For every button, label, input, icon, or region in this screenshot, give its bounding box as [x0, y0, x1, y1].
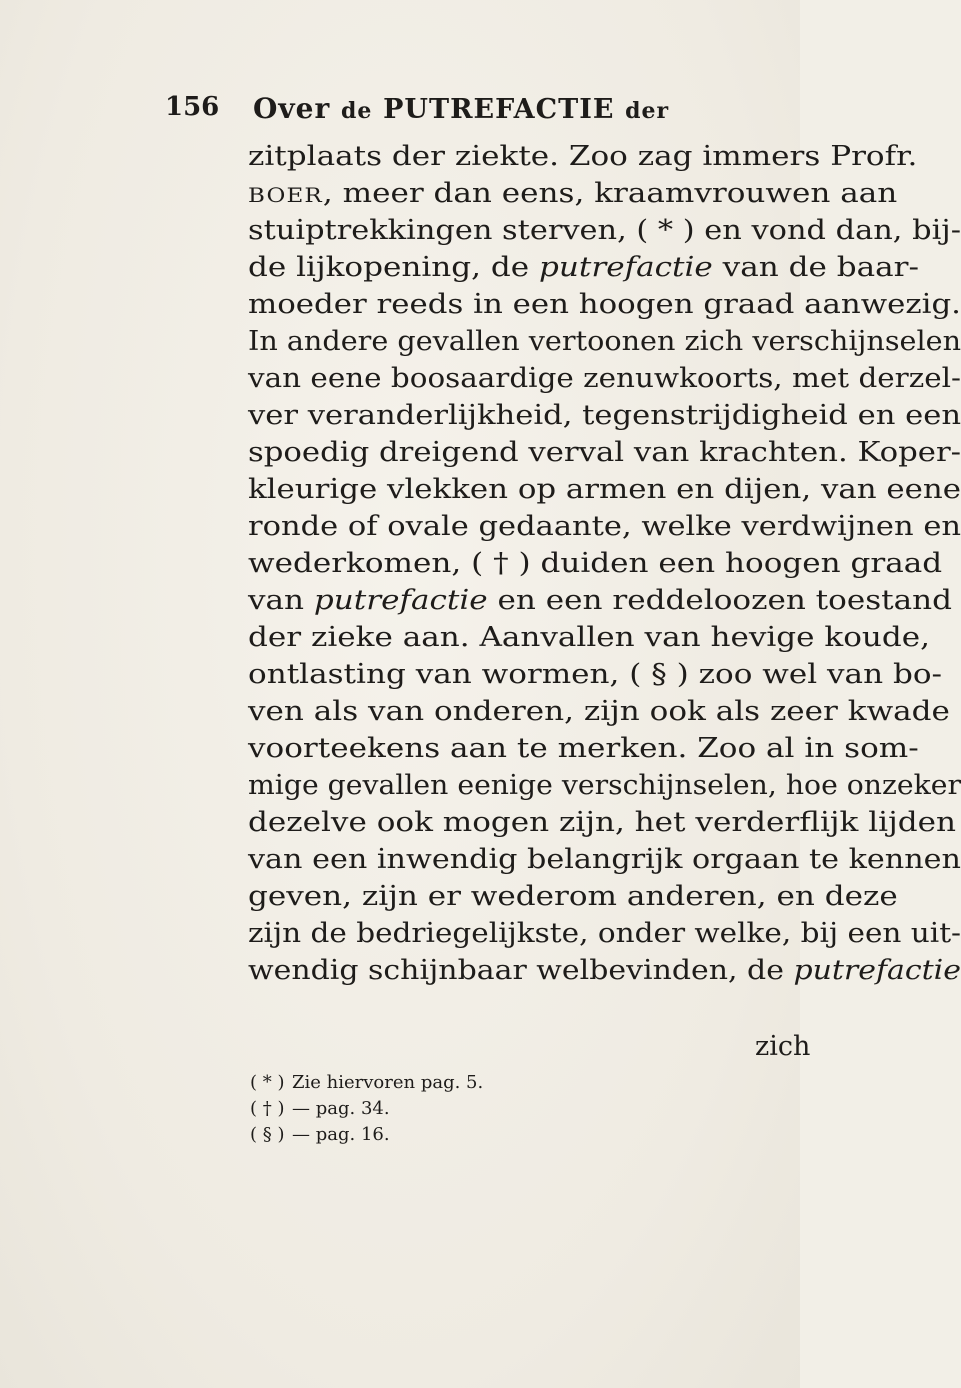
running-title — [253, 92, 669, 125]
footnote — [250, 1072, 483, 1094]
text-line — [248, 362, 961, 396]
text-segment: , meer dan eens, kraamvrouwen aan — [322, 178, 898, 209]
text-segment: en een reddeloozen toestand — [487, 585, 953, 616]
footnote — [250, 1124, 390, 1146]
text-line — [248, 880, 898, 914]
text-segment: ver veranderlijkheid, tegenstrijdigheid en een — [248, 400, 961, 431]
text-segment: der zieke aan. Aanvallen van hevige koude, — [248, 622, 931, 653]
catchword: zich — [755, 1031, 811, 1062]
text-line — [248, 399, 961, 433]
text-line — [248, 473, 961, 507]
text-line — [248, 769, 961, 803]
text-segment: moeder reeds in een hoogen graad aanwezig. — [248, 289, 961, 320]
text-line — [248, 621, 930, 655]
text-line — [248, 954, 961, 988]
text-line — [248, 436, 961, 470]
text-line — [248, 917, 961, 951]
text-line — [248, 251, 919, 285]
text-segment: wederkomen, ( † ) duiden een hoogen graad — [248, 548, 943, 579]
text-segment: ven als van onderen, zijn ook als zeer kwade — [248, 696, 950, 727]
text-segment: zitplaats der ziekte. Zoo zag immers Profr. — [248, 141, 918, 172]
italic-term: putrefactie — [313, 585, 488, 616]
running-head — [165, 92, 805, 126]
text-line — [248, 547, 942, 581]
text-line — [248, 510, 961, 544]
text-segment: van een inwendig belangrijk orgaan te kennen — [248, 844, 961, 875]
text-line — [248, 843, 961, 877]
running-title-over: Over — [253, 92, 331, 125]
text-line — [248, 325, 961, 359]
text-segment: de lijkopening, de — [248, 252, 540, 283]
text-segment: zijn de bedriegelijkste, onder welke, bij een uit- — [248, 918, 961, 949]
text-segment: In andere gevallen vertoonen zich verschijnselen — [248, 326, 961, 357]
text-segment: voorteekens aan te merken. Zoo al in som- — [248, 733, 919, 764]
small-caps-name: BOER — [248, 183, 323, 207]
text-segment: ontlasting van wormen, ( § ) zoo wel van bo- — [248, 659, 943, 690]
text-segment: van eene boosaardige zenuwkoorts, met derzel- — [248, 363, 961, 394]
page-number: 156 — [165, 92, 220, 122]
footnote — [250, 1098, 390, 1120]
text-line — [248, 288, 961, 322]
text-line — [248, 695, 950, 729]
footnote-text: Zie hiervoren pag. 5. — [292, 1072, 484, 1093]
text-segment: kleurige vlekken op armen en dijen, van eene — [248, 474, 961, 505]
running-title-de: de — [340, 98, 373, 124]
text-line — [248, 140, 917, 174]
text-segment: spoedig dreigend verval van krachten. Koper- — [248, 437, 961, 468]
text-segment: van — [248, 585, 314, 616]
footnote-text: — pag. 34. — [292, 1098, 390, 1119]
text-line — [248, 584, 952, 618]
text-segment: van de baar- — [712, 252, 919, 283]
text-segment: wendig schijnbaar welbevinden, de — [248, 955, 794, 986]
footnote-mark: ( § ) — [250, 1124, 285, 1145]
text-line — [248, 214, 961, 248]
italic-term: putrefactie — [539, 252, 713, 283]
footnote-text: — pag. 16. — [292, 1124, 390, 1145]
text-segment: mige gevallen eenige verschijnselen, hoe onzeker — [248, 770, 961, 801]
text-segment: stuiptrekkingen sterven, ( * ) en vond dan, bij- — [248, 215, 961, 246]
text-line — [248, 806, 956, 840]
text-segment: geven, zijn er wederom anderen, en deze — [248, 881, 898, 912]
footnote-mark: ( † ) — [250, 1098, 285, 1119]
italic-term: putrefactie — [793, 955, 961, 986]
text-segment: ronde of ovale gedaante, welke verdwijnen en — [248, 511, 961, 542]
text-line — [248, 658, 942, 692]
running-title-main: PUTREFACTIE — [383, 94, 615, 125]
footnote-mark: ( * ) — [250, 1072, 285, 1093]
text-line — [248, 177, 897, 211]
text-line — [248, 732, 919, 766]
text-segment: dezelve ook mogen zijn, het verderflijk lijden — [248, 807, 956, 838]
running-title-der: der — [625, 98, 670, 124]
